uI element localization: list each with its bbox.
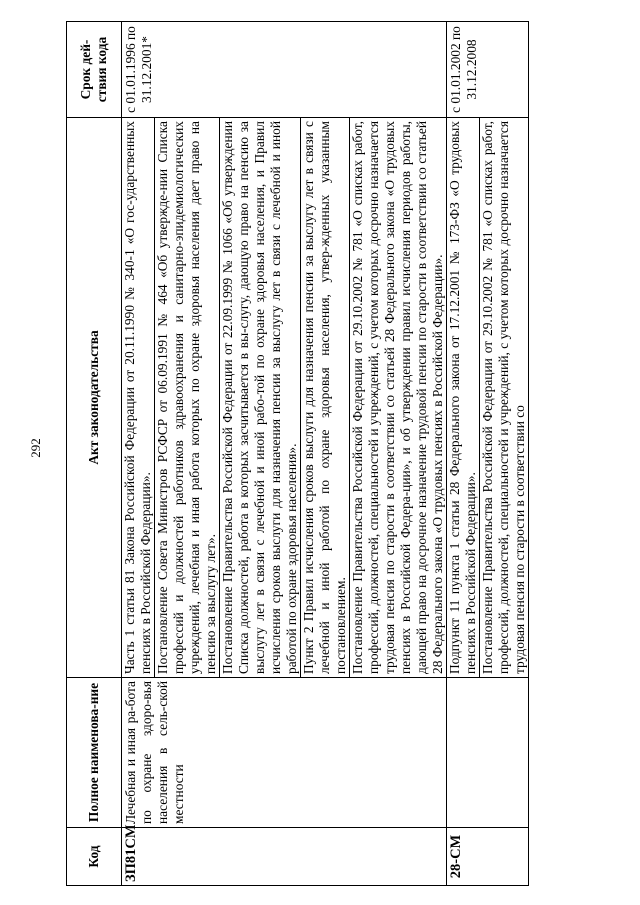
page-number: 292 (27, 438, 43, 458)
header-term: Срок дей-ствия кода (67, 22, 122, 118)
act-item: Постановление Правительства Российской Федерации от 22.09.1999 № 1066 «Об утверждении Списка должностей, работа в которых засчитывается в вы-слугу, дающую право на пенсию за выслугу лет в связи с лечебной и иной рабо-той по охране здоровья населения, и Правил исчисления сроков выслуги для назначения пенсии за выслугу лет в связи с лечебной и иной работой по охране здоровья населения». (219, 118, 300, 677)
header-name: Полное наименова-ние (67, 678, 122, 828)
table-row (447, 22, 529, 886)
rotated-table-area (66, 22, 626, 886)
header-act: Акт законодательства (67, 118, 122, 678)
act-item: Пункт 2 Правил исчисления сроков выслуги для назначения пенсии за выслугу лет в связи с лечебной и иной работой по охране здоровья населения, утвер-жденных указанным постановлением. (300, 118, 349, 677)
row-name: Лечебная и иная ра-бота по охране здоро-вья населения в сель-ской местности (122, 678, 447, 828)
row-term: с 01.01.2002 по 31.12.2008 (447, 22, 529, 118)
row-acts (447, 118, 529, 678)
row-name (447, 678, 529, 828)
act-item: Подпункт 11 пункта 1 статьи 28 Федерального закона от 17.12.2001 № 173-ФЗ «О трудовых пенсиях в Российской Федерации». (447, 121, 478, 674)
row-code: 28-СМ (447, 828, 529, 886)
row-code: ЗП81СМ (122, 828, 447, 886)
act-item: Постановление Совета Министров РСФСР от 06.09.1991 № 464 «Об утвержде-нии Списка профессий и должностей работников здравоохранения и санитарно-эпидемиологических учреждений, лечебная и иная работа которых по охране здоровья населения дает право на пенсию за выслугу лет». (154, 118, 219, 677)
table-header-row (67, 22, 122, 886)
row-term: с 01.01.1996 по 31.12.2001* (122, 22, 447, 118)
table-row (122, 22, 447, 886)
row-acts (122, 118, 447, 678)
legislation-table (66, 21, 529, 886)
act-item: Постановление Правительства Российской Федерации от 29.10.2002 № 781 «О списках работ, профессий, должностей, специальностей и учреждений, с учетом которых досрочно назначается трудовая пенсия по старости в соответствии со (479, 118, 528, 677)
act-item: Постановление Правительства Российской Федерации от 29.10.2002 № 781 «О списках работ, профессий, должностей, специальностей и учреждений, с учетом которых досрочно назначается трудовая пенсия по старости в соответствии со статьей 28 Федерального закона «О трудовых пенсиях в Российской Федера-ции», и об утверждении правил исчисления периодов работы, дающей право на досрочное назначение трудовой пенсии по старости в соответствии со статьей 28 Федерального закона «О трудовых пенсиях в Российской Федерации». (349, 118, 446, 677)
header-code: Код (67, 828, 122, 886)
act-item: Часть 1 статьи 81 Закона Российской Федерации от 20.11.1990 № 340-1 «О гос-ударственных пенсиях в Российской Федерации». (122, 121, 153, 674)
